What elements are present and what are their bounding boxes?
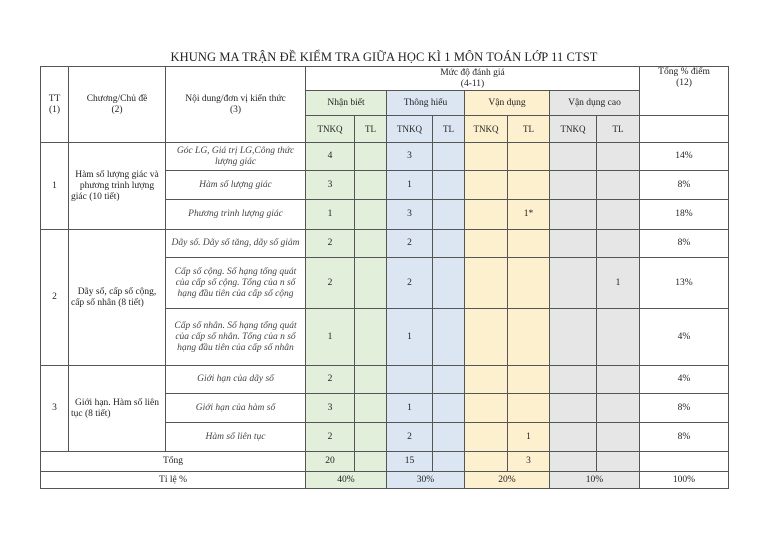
question-count-cell — [550, 366, 597, 394]
question-count-cell — [508, 366, 550, 394]
question-count-cell: 1 — [387, 309, 433, 366]
total-count-cell: 3 — [508, 452, 550, 472]
ratio-level-cell: 40% — [306, 472, 387, 489]
total-count-cell — [433, 452, 465, 472]
question-count-cell: 2 — [306, 423, 355, 452]
question-count-cell — [508, 394, 550, 423]
question-count-cell — [597, 171, 640, 200]
question-count-cell — [597, 143, 640, 171]
document-title: KHUNG MA TRẬN ĐỀ KIỂM TRA GIỮA HỌC KÌ 1 MÔN TOÁN LỚP 11 CTST — [170, 50, 598, 64]
question-count-cell — [355, 143, 387, 171]
ratio-row — [41, 472, 729, 489]
question-count-cell — [465, 230, 508, 258]
question-count-cell — [433, 258, 465, 309]
total-count-cell: 20 — [306, 452, 355, 472]
question-count-cell — [508, 230, 550, 258]
question-count-cell — [597, 309, 640, 366]
total-count-cell — [597, 452, 640, 472]
percent-cell: 18% — [640, 200, 729, 230]
question-count-cell — [433, 200, 465, 230]
header-level-nhan-biet: Nhận biết — [306, 91, 387, 116]
total-row — [41, 452, 729, 472]
assessment-matrix-table — [40, 66, 729, 489]
content-unit-cell: Giới hạn của hàm số — [166, 394, 306, 423]
question-count-cell — [550, 200, 597, 230]
question-count-cell — [433, 309, 465, 366]
question-count-cell: 1 — [508, 423, 550, 452]
percent-cell: 13% — [640, 258, 729, 309]
percent-cell: 8% — [640, 230, 729, 258]
question-count-cell — [550, 394, 597, 423]
question-count-cell — [433, 171, 465, 200]
question-count-cell — [465, 394, 508, 423]
question-count-cell — [355, 200, 387, 230]
question-count-cell — [465, 423, 508, 452]
question-count-cell — [433, 423, 465, 452]
chapter-tt-cell: 3 — [41, 366, 69, 452]
percent-cell: 14% — [640, 143, 729, 171]
question-count-cell: 2 — [387, 258, 433, 309]
content-unit-cell: Cấp số nhân. Số hạng tổng quát của cấp số nhân. Tổng của n số hạng đầu tiên của cấp số nhân — [166, 309, 306, 366]
total-count-cell — [355, 452, 387, 472]
content-unit-cell: Cấp số cộng. Số hạng tổng quát của cấp số cộng. Tổng của n số hạng đầu tiên của cấp số cộng — [166, 258, 306, 309]
question-count-cell — [465, 258, 508, 309]
question-count-cell — [465, 366, 508, 394]
ratio-level-cell: 10% — [550, 472, 640, 489]
header-tnkq: TNKQ — [387, 116, 433, 143]
content-unit-cell: Góc LG, Giá trị LG,Công thức lượng giác — [166, 143, 306, 171]
question-count-cell — [508, 143, 550, 171]
question-count-cell: 2 — [306, 230, 355, 258]
question-count-cell — [355, 366, 387, 394]
question-count-cell — [550, 171, 597, 200]
percent-cell: 4% — [640, 309, 729, 366]
total-count-cell — [550, 452, 597, 472]
question-count-cell — [550, 258, 597, 309]
question-count-cell — [597, 394, 640, 423]
ratio-level-cell: 30% — [387, 472, 465, 489]
question-count-cell: 1 — [387, 394, 433, 423]
question-count-cell — [550, 309, 597, 366]
header-level-van-dung: Vận dụng — [465, 91, 550, 116]
header-total-blank — [640, 116, 729, 143]
ratio-level-cell: 20% — [465, 472, 550, 489]
percent-cell: 8% — [640, 171, 729, 200]
header-tnkq: TNKQ — [306, 116, 355, 143]
question-count-cell: 1* — [508, 200, 550, 230]
chapter-tt-cell: 2 — [41, 230, 69, 366]
question-count-cell: 1 — [597, 258, 640, 309]
question-count-cell — [433, 143, 465, 171]
question-count-cell — [355, 423, 387, 452]
header-content: Nội dung/đơn vị kiến thức (3) — [166, 67, 306, 143]
question-count-cell — [508, 171, 550, 200]
question-count-cell: 3 — [306, 394, 355, 423]
question-count-cell — [433, 230, 465, 258]
question-count-cell: 1 — [306, 309, 355, 366]
header-tnkq: TNKQ — [465, 116, 508, 143]
question-count-cell — [433, 366, 465, 394]
ratio-total-cell: 100% — [640, 472, 729, 489]
question-count-cell — [387, 366, 433, 394]
question-count-cell: 4 — [306, 143, 355, 171]
percent-cell: 8% — [640, 423, 729, 452]
question-count-cell: 2 — [306, 366, 355, 394]
header-tl: TL — [355, 116, 387, 143]
question-count-cell — [465, 200, 508, 230]
total-count-cell — [465, 452, 508, 472]
header-tnkq: TNKQ — [550, 116, 597, 143]
chapter-tt-cell: 1 — [41, 143, 69, 230]
header-total-percent: Tổng % điểm (12) — [640, 67, 729, 116]
question-count-cell: 2 — [306, 258, 355, 309]
header-tl: TL — [433, 116, 465, 143]
question-count-cell — [550, 230, 597, 258]
header-tt: TT (1) — [41, 67, 69, 143]
question-count-cell — [550, 423, 597, 452]
table-row — [41, 143, 729, 171]
question-count-cell — [465, 171, 508, 200]
question-count-cell — [550, 143, 597, 171]
chapter-name-cell: Hàm số lượng giác và phương trình lượng giác (10 tiết) — [69, 143, 166, 230]
content-unit-cell: Hàm số lượng giác — [166, 171, 306, 200]
content-unit-cell: Giới hạn của dãy số — [166, 366, 306, 394]
header-level: Mức độ đánh giá (4-11) — [306, 67, 640, 91]
total-percent-cell — [640, 452, 729, 472]
question-count-cell: 3 — [306, 171, 355, 200]
question-count-cell — [597, 366, 640, 394]
header-level-van-dung-cao: Vận dụng cao — [550, 91, 640, 116]
question-count-cell: 1 — [306, 200, 355, 230]
total-count-cell: 15 — [387, 452, 433, 472]
chapter-name-cell: Dãy số, cấp số cộng, cấp số nhân (8 tiết) — [69, 230, 166, 366]
content-unit-cell: Phương trình lượng giác — [166, 200, 306, 230]
question-count-cell — [355, 258, 387, 309]
header-level-thong-hieu: Thông hiểu — [387, 91, 465, 116]
table-row — [41, 366, 729, 394]
header-tl: TL — [508, 116, 550, 143]
question-count-cell — [433, 394, 465, 423]
question-count-cell: 3 — [387, 143, 433, 171]
question-count-cell: 2 — [387, 230, 433, 258]
question-count-cell — [355, 171, 387, 200]
question-count-cell — [597, 423, 640, 452]
question-count-cell — [355, 309, 387, 366]
question-count-cell: 3 — [387, 200, 433, 230]
header-tl: TL — [597, 116, 640, 143]
question-count-cell: 1 — [387, 171, 433, 200]
chapter-name-cell: Giới hạn. Hàm số liên tục (8 tiết) — [69, 366, 166, 452]
content-unit-cell: Dãy số. Dãy số tăng, dãy số giảm — [166, 230, 306, 258]
question-count-cell — [355, 230, 387, 258]
percent-cell: 8% — [640, 394, 729, 423]
question-count-cell — [355, 394, 387, 423]
question-count-cell: 2 — [387, 423, 433, 452]
question-count-cell — [465, 309, 508, 366]
content-unit-cell: Hàm số liên tục — [166, 423, 306, 452]
question-count-cell — [508, 309, 550, 366]
percent-cell: 4% — [640, 366, 729, 394]
table-row — [41, 230, 729, 258]
total-label: Tổng — [41, 452, 306, 472]
header-chapter: Chương/Chủ đề (2) — [69, 67, 166, 143]
question-count-cell — [597, 200, 640, 230]
question-count-cell — [465, 143, 508, 171]
question-count-cell — [597, 230, 640, 258]
ratio-label: Tỉ lệ % — [41, 472, 306, 489]
question-count-cell — [508, 258, 550, 309]
